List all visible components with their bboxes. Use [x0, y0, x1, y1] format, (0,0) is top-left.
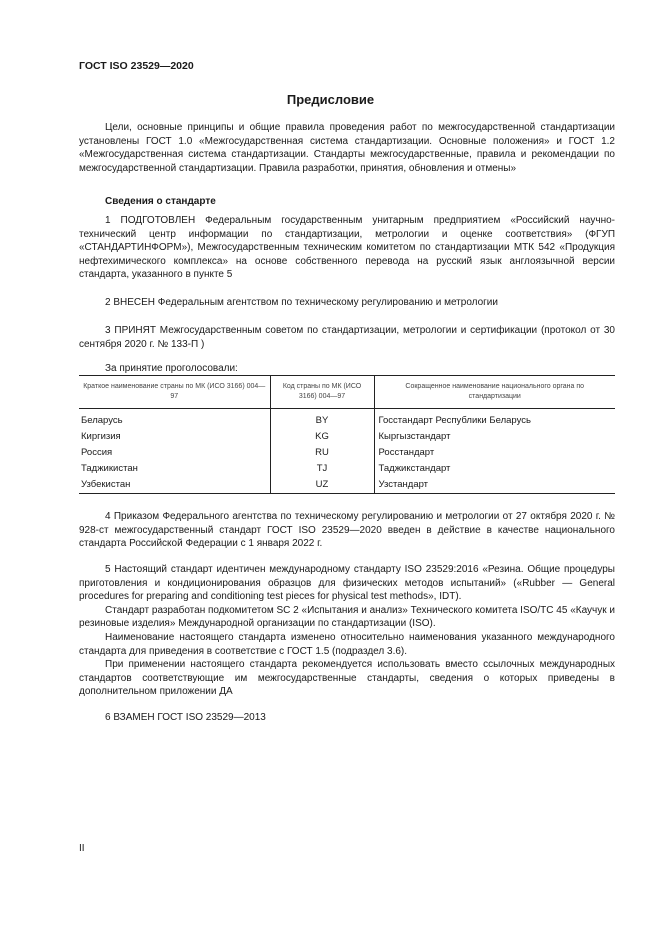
body-cell: Таджикстандарт: [374, 461, 615, 477]
document-header-code: ГОСТ ISO 23529—2020: [79, 60, 194, 72]
code-cell: TJ: [270, 461, 374, 477]
code-cell: UZ: [270, 477, 374, 494]
item-3-paragraph: 3 ПРИНЯТ Межгосударственным советом по стандартизации, метрологии и сертификации (протокол от 30 сентября 2020 г. № 133-П ): [79, 325, 615, 350]
intro-block: [79, 121, 615, 175]
country-cell: Россия: [79, 445, 270, 461]
table-row: [79, 445, 615, 461]
intro-paragraph: Цели, основные принципы и общие правила проведения работ по межгосударственной стандартизации установлены ГОСТ 1.0 «Межгосударственная система стандартизации. Основные положения» и ГОСТ 1.2 «Межгосударственная система стандартизации. Стандарты межгосударственные, правила и рекомендации по межгосударственной стандартизации. Правила разработки, принятия, обновления и отмены»: [79, 122, 615, 174]
page-title: Предисловие: [286, 92, 375, 107]
item-1-paragraph: 1 ПОДГОТОВЛЕН Федеральным государственным унитарным предприятием «Российский научно-технический центр информации по стандартизации, метрологии и оценке соответствия» (ФГУП «СТАНДАРТИНФОРМ»), Межгосударственным техническим комитетом по стандартизации МТК 542 «Продукция нефтехимического комплекса» на основе собственного перевода на русский язык англоязычной версии стандарта, указанного в пункте 5: [79, 215, 615, 281]
code-cell: RU: [270, 445, 374, 461]
item-4-block: [79, 510, 615, 551]
country-cell: Беларусь: [79, 409, 270, 430]
country-cell: Киргизия: [79, 429, 270, 445]
item-1-block: [79, 214, 615, 282]
code-cell: BY: [270, 409, 374, 430]
header-country-name: Краткое наименование страны по МК (ИСО 3166) 004—97: [79, 376, 270, 409]
item-6-paragraph: 6 ВЗАМЕН ГОСТ ISO 23529—2013: [105, 712, 266, 723]
country-cell: Таджикистан: [79, 461, 270, 477]
item-5-paragraph: 5 Настоящий стандарт идентичен международному стандарту ISO 23529:2016 «Резина. Общие процедуры приготовления и кондиционирования образцов для физических методов испытаний» («Rubber — General procedures for preparing and conditioning test pieces for physical test methods», IDT).: [79, 564, 615, 603]
table-row: [79, 461, 615, 477]
page-number: II: [79, 843, 85, 854]
body-cell: Росстандарт: [374, 445, 615, 461]
item-5-block: [79, 563, 615, 699]
voting-table: [79, 375, 615, 494]
table-row: [79, 477, 615, 494]
item-4-paragraph: 4 Приказом Федерального агентства по техническому регулированию и метрологии от 27 октября 2020 г. № 928-ст межгосударственный стандарт ГОСТ ISO 23529—2020 введен в действие в качестве национального стандарта Российской Федерации с 1 января 2022 г.: [79, 511, 615, 550]
item-5-references-paragraph: При применении настоящего стандарта рекомендуется использовать вместо ссылочных международных стандартов соответствующие им межгосударственные стандарты, сведения о которых приведены в дополнительном приложении ДА: [79, 659, 615, 698]
body-cell: Узстандарт: [374, 477, 615, 494]
table-header-row: [79, 376, 615, 409]
body-cell: Кыргызстандарт: [374, 429, 615, 445]
country-cell: Узбекистан: [79, 477, 270, 494]
item-5-title-change-paragraph: Наименование настоящего стандарта изменено относительно наименования указанного международного стандарта для приведения в соответствие с ГОСТ 1.5 (подраздел 3.6).: [79, 631, 615, 657]
body-cell: Госстандарт Республики Беларусь: [374, 409, 615, 430]
code-cell: KG: [270, 429, 374, 445]
item-2-paragraph: 2 ВНЕСЕН Федеральным агентством по техническому регулированию и метрологии: [105, 297, 498, 308]
table-row: [79, 429, 615, 445]
item-2-block: [79, 296, 615, 310]
header-standards-body: Сокращенное наименование национального органа по стандартизации: [374, 376, 615, 409]
table-row: [79, 409, 615, 430]
agreed-label: За принятие проголосовали:: [105, 363, 238, 374]
item-3-block: [79, 324, 615, 351]
item-5-developer-paragraph: Стандарт разработан подкомитетом SC 2 «Испытания и анализ» Технического комитета ISO/TC 45 «Каучук и резиновые изделия» Международной организации по стандартизации (ISO).: [79, 604, 615, 630]
section-title: Сведения о стандарте: [105, 196, 216, 207]
header-country-code: Код страны по МК (ИСО 3166) 004—97: [270, 376, 374, 409]
item-6-block: [79, 711, 615, 725]
